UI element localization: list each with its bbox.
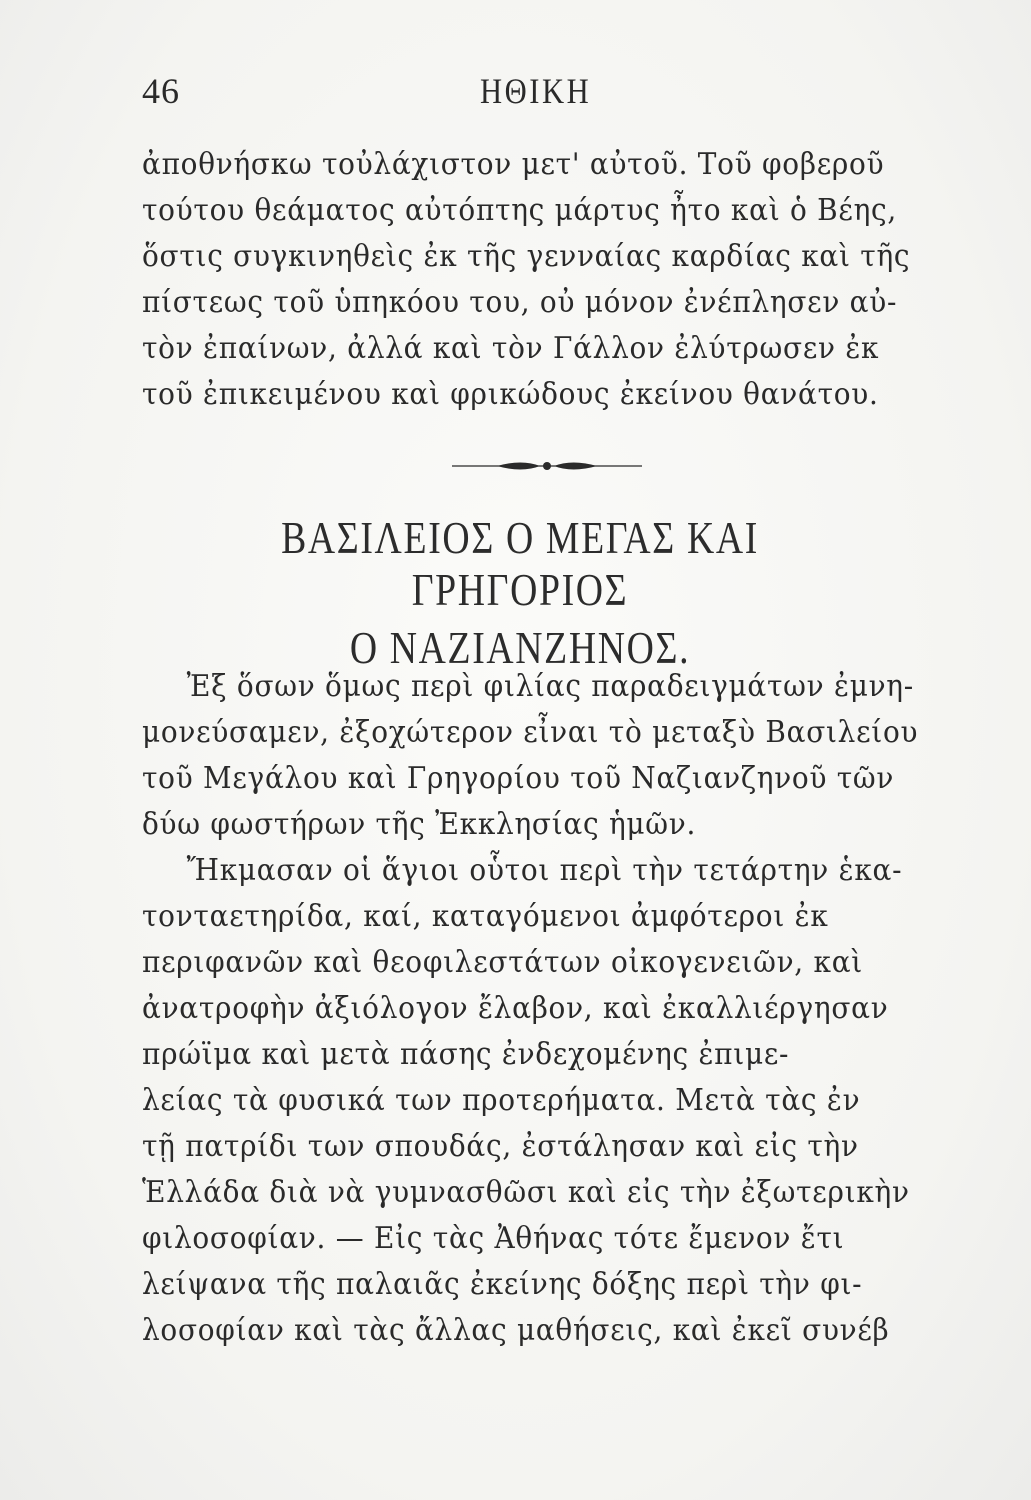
paragraph-1	[142, 142, 911, 418]
text-line: πρώϊμα καὶ μετὰ πάσης ἐνδεχομένης ἐπιμε-	[142, 1037, 790, 1072]
text-line: λοσοφίαν καὶ τὰς ἄλλας μαθήσεις, καὶ ἐκεῖ συνέβ	[142, 1313, 890, 1348]
text-line: ὅστις συγκινηθεὶς ἐκ τῆς γενναίας καρδίας καὶ τῆς	[142, 239, 911, 274]
text-line: περιφανῶν καὶ θεοφιλεστάτων οἰκογενειῶν, καὶ	[142, 945, 863, 980]
text-line: μονεύσαμεν, ἐξοχώτερον εἶναι τὸ μεταξὺ Βασιλείου	[142, 715, 919, 750]
section-heading	[176, 512, 865, 674]
text-line: πίστεως τοῦ ὑπηκόου του, οὐ μόνον ἐνέπλησεν αὐ-	[142, 285, 898, 320]
text-line: τονταετηρίδα, καί, καταγόμενοι ἀμφότεροι ἐκ	[142, 899, 829, 934]
text-line: λείας τὰ φυσικά των προτερήματα. Μετὰ τὰς ἐν	[142, 1083, 861, 1118]
text-line: ἀποθνήσκω τοὐλάχιστον μετ' αὐτοῦ. Τοῦ φοβεροῦ	[142, 147, 885, 182]
text-line: τῇ πατρίδι των σπουδάς, ἐστάλησαν καὶ εἰς τὴν	[142, 1129, 859, 1164]
page-header	[142, 70, 942, 120]
text-line: τούτου θεάματος αὐτόπτης μάρτυς ἦτο καὶ ὁ Βέης,	[142, 193, 898, 228]
text-line: τοῦ Μεγάλου καὶ Γρηγορίου τοῦ Ναζιανζηνοῦ τῶν	[142, 761, 895, 796]
paragraph-2	[142, 664, 919, 1354]
text-line: τὸν ἐπαίνων, ἀλλά καὶ τὸν Γάλλον ἐλύτρωσεν ἐκ	[142, 331, 880, 366]
page-number: 46	[142, 71, 180, 111]
ornamental-divider	[452, 455, 642, 477]
text-line: Ἐξ ὅσων ὅμως περὶ φιλίας παραδειγμάτων ἐμνη-	[186, 669, 914, 704]
heading-line-2: Ο ΝΑΖΙΑΝΖΗΝΟΣ.	[349, 622, 691, 673]
text-line: φιλοσοφίαν. — Εἰς τὰς Ἀθήνας τότε ἔμενον ἔτι	[142, 1221, 845, 1256]
text-line: ἀνατροφὴν ἀξιόλογον ἔλαβον, καὶ ἐκαλλιέργησαν	[142, 991, 889, 1026]
running-head: ΗΘΙΚΗ	[480, 71, 592, 111]
text-line: λείψανα τῆς παλαιᾶς ἐκείνης δόξης περὶ τὴν φι-	[142, 1267, 863, 1302]
text-line: τοῦ ἐπικειμένου καὶ φρικώδους ἐκείνου θανάτου.	[142, 377, 879, 412]
text-line: Ἤκμασαν οἱ ἅγιοι οὗτοι περὶ τὴν τετάρτην ἑκα-	[186, 853, 903, 888]
text-line: δύω φωστήρων τῆς Ἐκκλησίας ἡμῶν.	[142, 807, 697, 842]
heading-line-1: ΒΑΣΙΛΕΙΟΣ Ο ΜΕΓΑΣ ΚΑΙ ΓΡΗΓΟΡΙΟΣ	[281, 512, 759, 615]
text-line: Ἑλλάδα διὰ νὰ γυμνασθῶσι καὶ εἰς τὴν ἐξωτερικὴν	[142, 1175, 910, 1210]
